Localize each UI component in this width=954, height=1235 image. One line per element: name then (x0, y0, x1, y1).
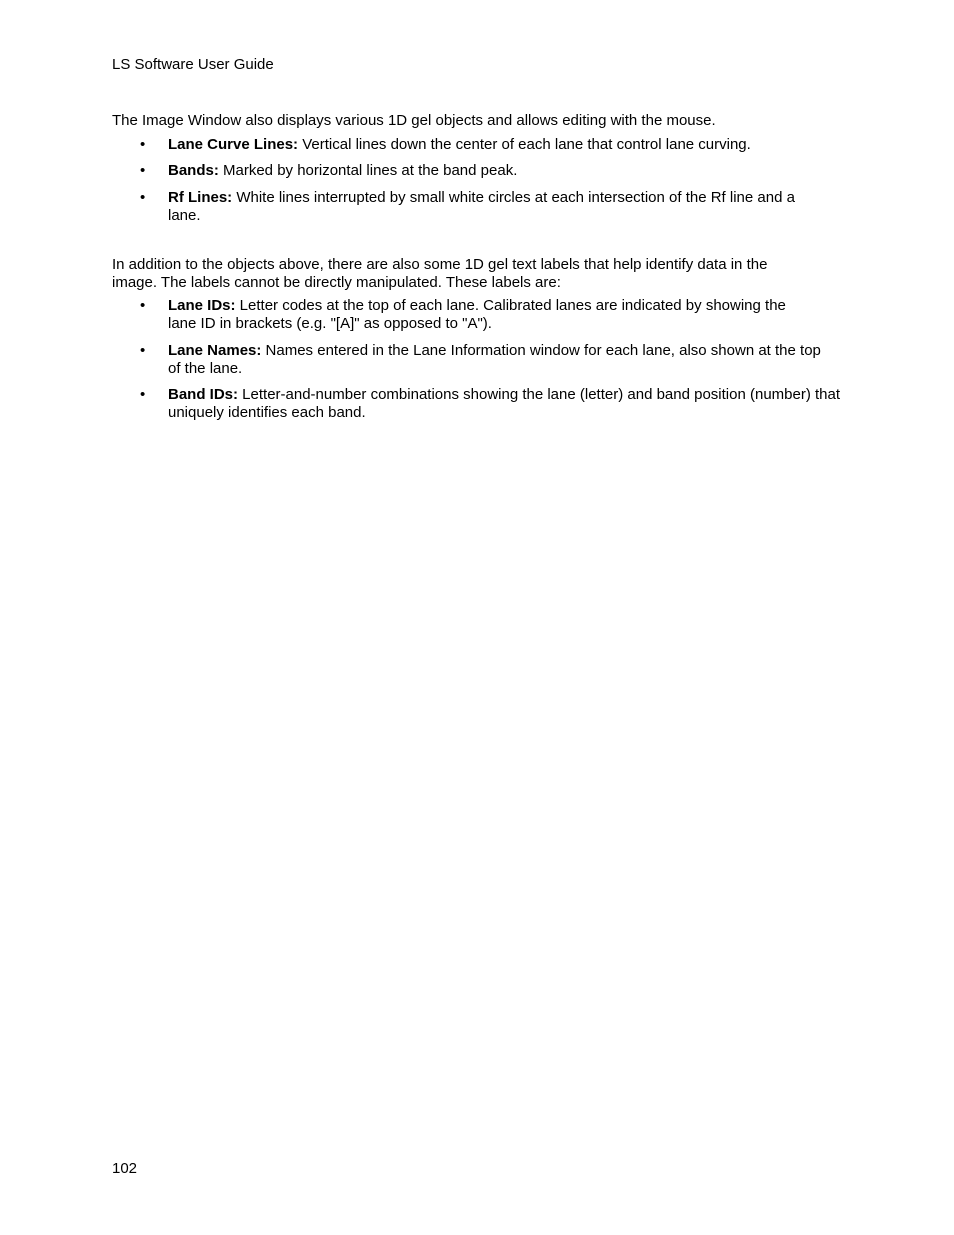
list-item-lane-names (168, 342, 828, 378)
term: Lane Curve Lines: (168, 136, 299, 153)
description: Vertical lines down the center of each lane that control lane curving. (298, 136, 751, 153)
description: Letter-and-number combinations showing the lane (letter) and band position (number) that uniquely identifies each band. (168, 386, 841, 421)
page-number: 102 (112, 1160, 138, 1177)
bullet-icon: • (140, 386, 146, 403)
list-item-bands (168, 162, 848, 180)
description: Letter codes at the top of each lane. Calibrated lanes are indicated by showing the lane ID in brackets (e.g. "[A]" as opposed to "A"). (168, 297, 786, 332)
bullet-icon: • (140, 189, 146, 206)
labels-paragraph: In addition to the objects above, there are also some 1D gel text labels that help identify data in the image. The labels cannot be directly manipulated. These labels are: (112, 256, 768, 291)
list-item-band-ids (168, 386, 843, 422)
term: Band IDs: (168, 386, 239, 403)
term: Rf Lines: (168, 189, 233, 206)
running-header: LS Software User Guide (112, 56, 274, 73)
list-item-lane-curve-lines (168, 136, 848, 154)
term: Lane IDs: (168, 297, 236, 314)
list-item-rf-lines (168, 189, 828, 225)
description: White lines interrupted by small white circles at each intersection of the Rf line and a lane. (168, 189, 795, 224)
bullet-icon: • (140, 162, 146, 179)
bullet-icon: • (140, 342, 146, 359)
bullet-icon: • (140, 136, 146, 153)
term: Bands: (168, 162, 219, 179)
description: Marked by horizontal lines at the band peak. (218, 162, 518, 179)
intro-paragraph: The Image Window also displays various 1D gel objects and allows editing with the mouse. (112, 112, 716, 129)
list-item-lane-ids (168, 297, 818, 333)
description: Names entered in the Lane Information window for each lane, also shown at the top of the lane. (168, 342, 821, 377)
term: Lane Names: (168, 342, 262, 359)
bullet-icon: • (140, 297, 146, 314)
